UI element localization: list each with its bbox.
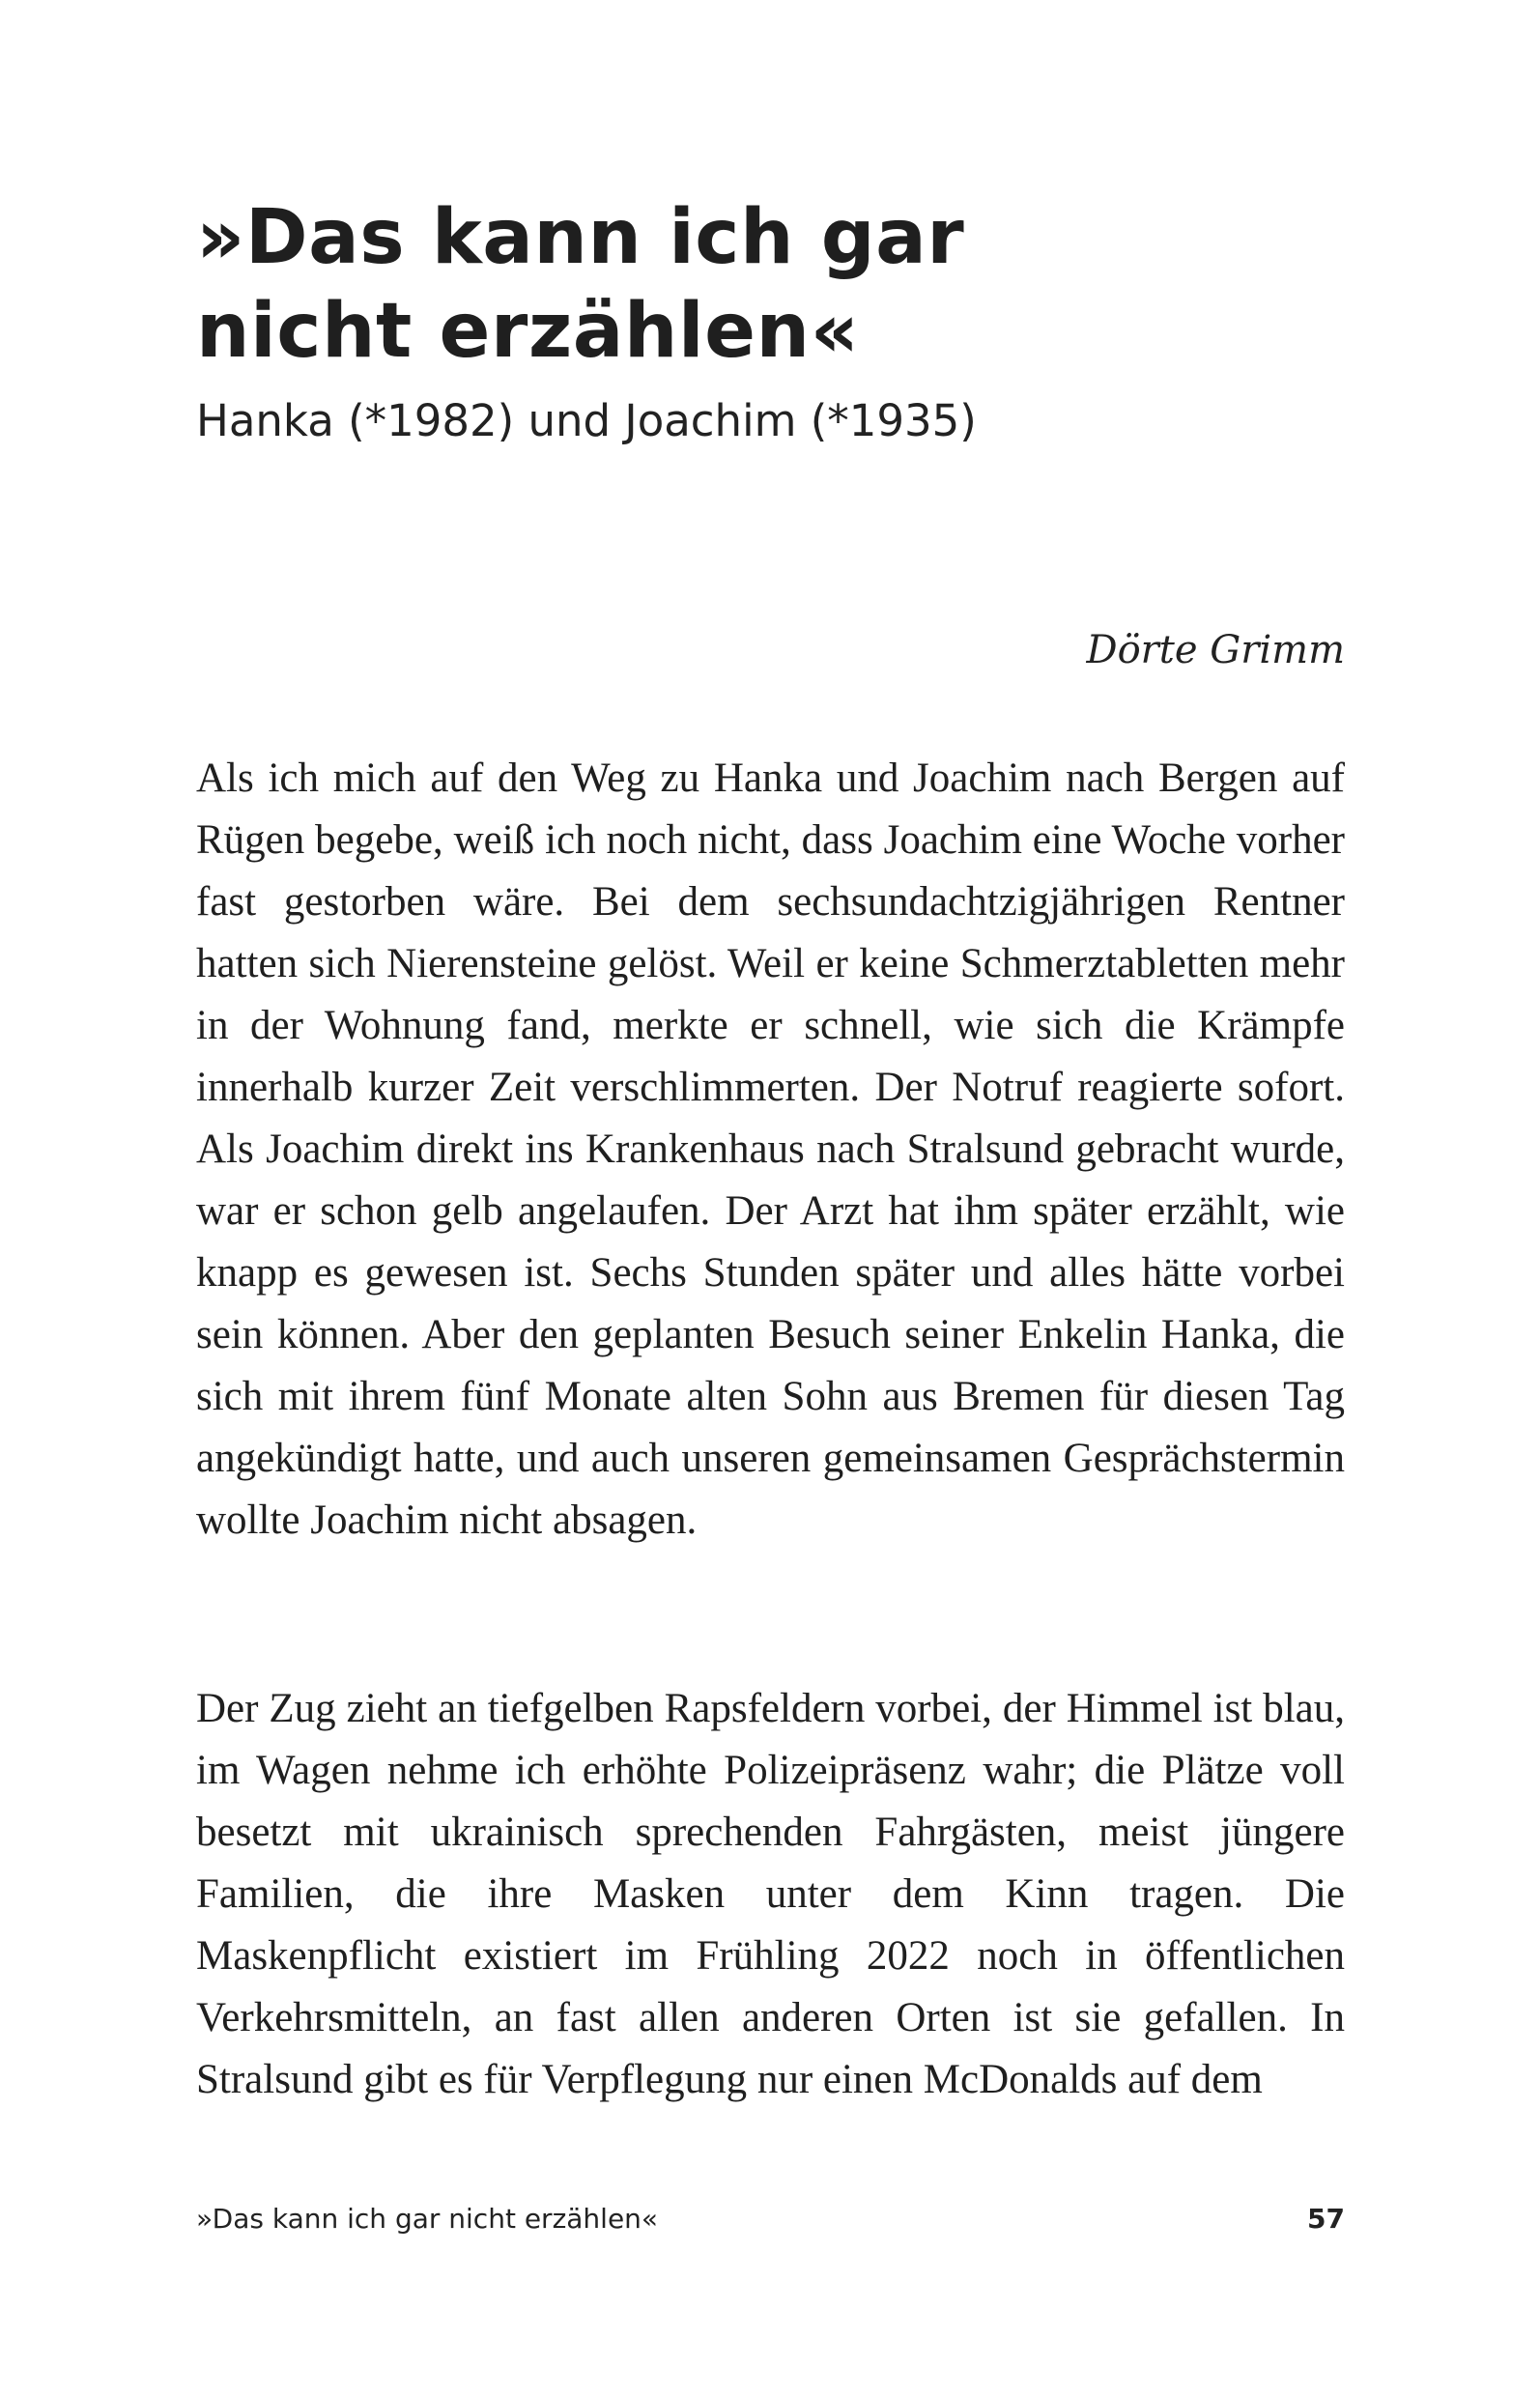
chapter-title: »Das kann ich gar nicht erzählen« bbox=[196, 194, 965, 375]
body-paragraph: Der Zug zieht an tiefgelben Rapsfeldern vorbei, der Himmel ist blau, im Wagen nehme ich erhöhte Polizeipräsenz wahr; die Plätze voll besetzt mit ukrainisch sprechenden Fahrgästen, meist jüngere Familien, die ihre Masken unter dem Kinn tragen. Die Maskenpflicht existiert im Frühling 2022 noch in öffentlichen Verkehrsmitteln, an fast allen anderen Orten ist sie gefallen. In Stralsund gibt es für Verpflegung nur einen McDonalds auf dem bbox=[196, 1686, 1345, 2102]
page-footer bbox=[196, 2203, 1345, 2241]
chapter-subtitle: Hanka (*1982) und Joachim (*1935) bbox=[196, 395, 977, 446]
page-number: 57 bbox=[1307, 2203, 1345, 2235]
body-paragraph: Als ich mich auf den Weg zu Hanka und Joachim nach Bergen auf Rügen begebe, weiß ich noch nicht, dass Joachim eine Woche vorher fast gestorben wäre. Bei dem sechsundachtzigjährigen Rentner hatten sich Nierensteine gelöst. Weil er keine Schmerztabletten mehr in der Wohnung fand, merkte er schnell, wie sich die Krämpfe innerhalb kurzer Zeit verschlimmerten. Der Notruf reagierte sofort. Als Joachim direkt ins Krankenhaus nach Stralsund gebracht wurde, war er schon gelb angelaufen. Der Arzt hat ihm später erzählt, wie knapp es gewesen ist. Sechs Stunden später und alles hätte vorbei sein können. Aber den geplanten Besuch seiner Enkelin Hanka, die sich mit ihrem fünf Monate alten Sohn aus Bremen für diesen Tag angekündigt hatte, und auch unseren gemeinsamen Gesprächstermin wollte Joachim nicht absagen. bbox=[196, 756, 1345, 1543]
running-title: »Das kann ich gar nicht erzählen« bbox=[196, 2203, 659, 2235]
author-name: Dörte Grimm bbox=[1086, 628, 1345, 672]
